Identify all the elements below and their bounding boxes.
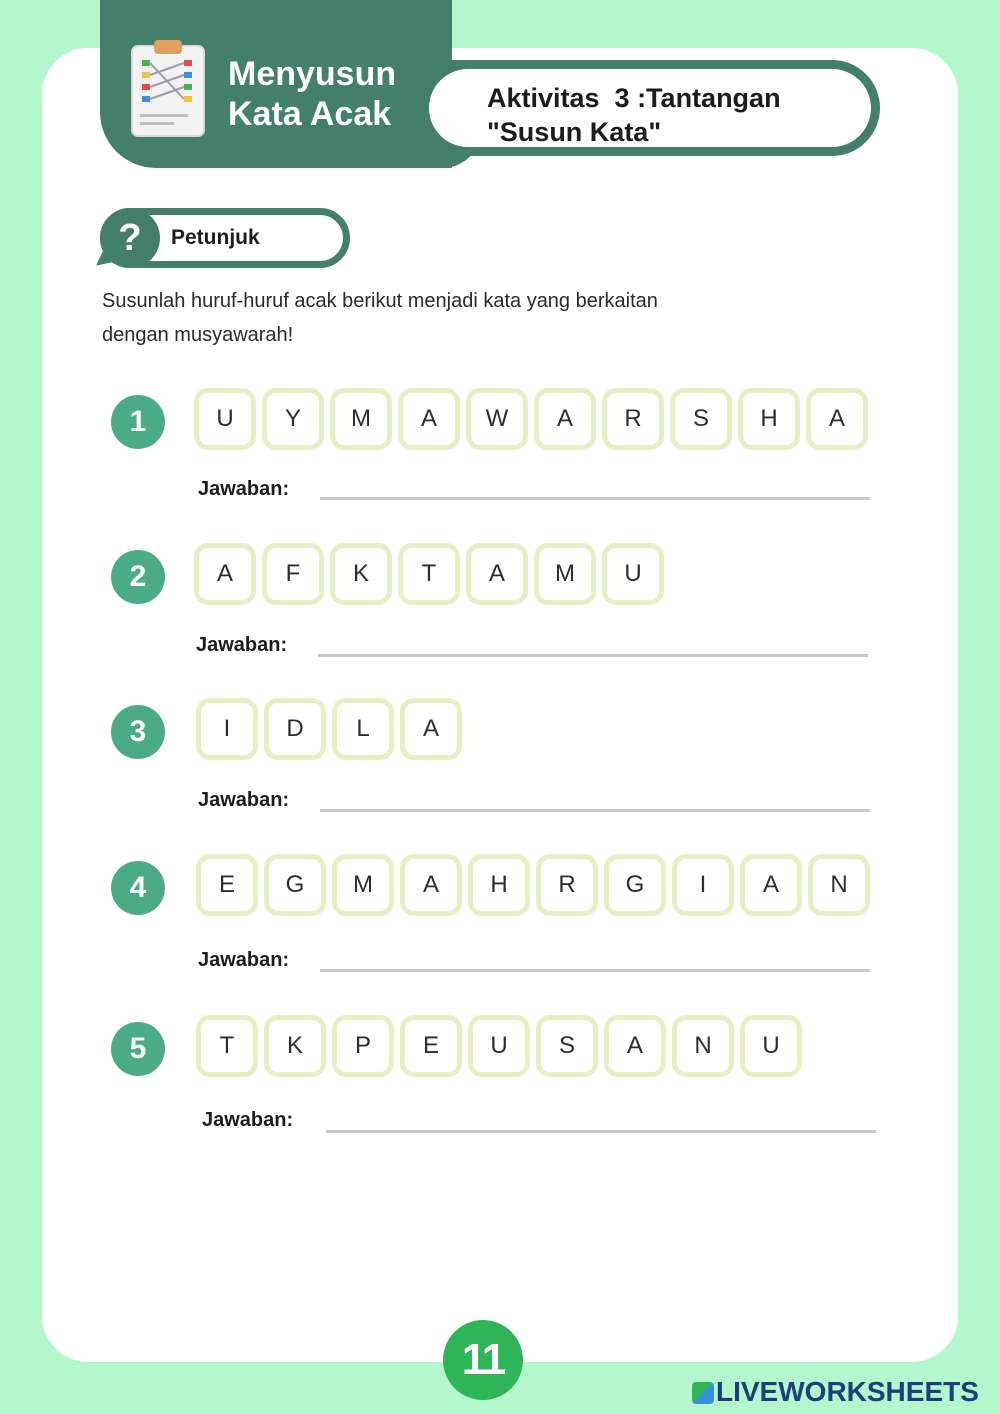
letter-tile: K [330,543,392,605]
activity-title [487,81,781,149]
letter-tiles-3 [196,698,462,760]
letter-tile: H [468,854,530,916]
answer-input-line-4[interactable] [320,969,870,972]
letter-tile: M [330,388,392,450]
letter-tile: A [466,543,528,605]
letter-tile: T [196,1015,258,1077]
letter-tile: U [194,388,256,450]
letter-tile: I [672,854,734,916]
letter-tile: A [740,854,802,916]
letter-tile: W [466,388,528,450]
title-line-2: Kata Acak [228,95,392,133]
page-number-badge: 11 [443,1320,523,1400]
letter-tiles-1 [194,388,868,450]
letter-tile: F [262,543,324,605]
question-number-1: 1 [111,395,165,449]
title-line-1: Menyusun [228,55,397,93]
question-number-2: 2 [111,550,165,604]
letter-tile: N [808,854,870,916]
letter-tile: A [604,1015,666,1077]
letter-tile: S [670,388,732,450]
letter-tile: G [604,854,666,916]
letter-tile: T [398,543,460,605]
letter-tile: U [740,1015,802,1077]
answer-input-line-3[interactable] [320,809,870,812]
question-mark-icon: ? [100,208,160,268]
letter-tile: M [332,854,394,916]
brand-logo-icon [692,1382,714,1404]
letter-tile: E [400,1015,462,1077]
question-number-3: 3 [111,705,165,759]
answer-label-1: Jawaban: [198,478,290,500]
letter-tile: I [196,698,258,760]
activity-line-1: Aktivitas 3 :Tantangan [487,83,781,113]
letter-tile: A [400,698,462,760]
letter-tiles-4 [196,854,870,916]
answer-label-2: Jawaban: [196,634,288,656]
instruction-line-1: Susunlah huruf-huruf acak berikut menjadi kata yang berkaitan [102,290,658,312]
clipboard-icon [128,38,208,138]
brand-wordmark [692,1376,979,1408]
letter-tiles-5 [196,1015,802,1077]
letter-tile: U [602,543,664,605]
letter-tile: A [398,388,460,450]
activity-banner [420,60,880,156]
letter-tile: N [672,1015,734,1077]
answer-label-3: Jawaban: [198,789,290,811]
answer-input-line-5[interactable] [326,1130,876,1133]
instruction-line-2: dengan musyawarah! [102,324,294,346]
question-number-4: 4 [111,861,165,915]
letter-tile: M [534,543,596,605]
letter-tile: S [536,1015,598,1077]
letter-tile: R [536,854,598,916]
worksheet-title [228,54,448,134]
letter-tile: A [400,854,462,916]
answer-input-line-2[interactable] [318,654,868,657]
title-banner [100,0,452,168]
letter-tiles-2 [194,543,664,605]
question-number-5: 5 [111,1022,165,1076]
letter-tile: L [332,698,394,760]
letter-tile: Y [262,388,324,450]
letter-tile: U [468,1015,530,1077]
letter-tile: A [806,388,868,450]
letter-tile: R [602,388,664,450]
letter-tile: A [534,388,596,450]
hint-label: Petunjuk [171,226,260,249]
instruction-text [102,284,822,352]
letter-tile: P [332,1015,394,1077]
answer-input-line-1[interactable] [320,497,870,500]
letter-tile: H [738,388,800,450]
letter-tile: A [194,543,256,605]
letter-tile: E [196,854,258,916]
brand-text: LIVEWORKSHEETS [716,1376,979,1407]
answer-label-4: Jawaban: [198,949,290,971]
activity-line-2: "Susun Kata" [487,117,662,147]
letter-tile: K [264,1015,326,1077]
letter-tile: D [264,698,326,760]
answer-label-5: Jawaban: [202,1109,294,1131]
letter-tile: G [264,854,326,916]
